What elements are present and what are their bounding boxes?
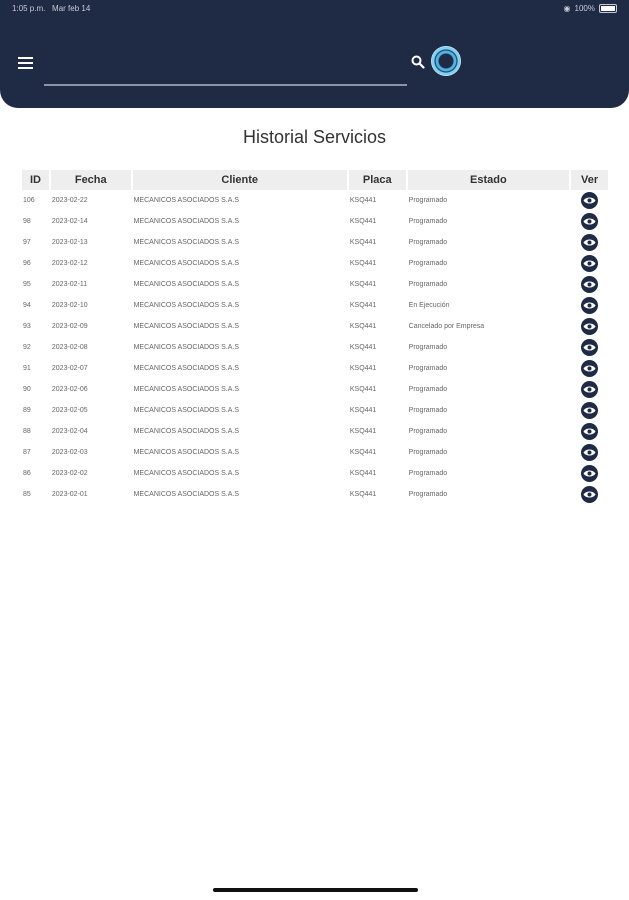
cell-fecha: 2023-02-13	[51, 239, 88, 246]
table-row	[22, 337, 608, 358]
cell-ver	[571, 400, 608, 421]
cell-fecha: 2023-02-09	[51, 323, 88, 330]
eye-icon	[583, 259, 596, 268]
cell-fecha: 2023-02-10	[51, 302, 88, 309]
table-row	[22, 253, 608, 274]
eye-icon	[583, 469, 596, 478]
eye-icon	[583, 385, 596, 394]
search-underline	[44, 84, 407, 86]
menu-icon[interactable]	[18, 57, 33, 69]
eye-icon	[583, 448, 596, 457]
view-button[interactable]	[581, 192, 598, 209]
cell-placa: KSQ441	[349, 344, 377, 351]
cell-placa: KSQ441	[349, 218, 377, 225]
cell-cliente: MECANICOS ASOCIADOS S.A.S	[133, 281, 240, 288]
cell-ver	[571, 253, 608, 274]
cell-cliente: MECANICOS ASOCIADOS S.A.S	[133, 428, 240, 435]
status-time	[12, 4, 90, 13]
view-button[interactable]	[581, 297, 598, 314]
cell-id: 86	[23, 470, 31, 477]
cell-estado: Programado	[408, 449, 448, 456]
cell-ver	[571, 274, 608, 295]
view-button[interactable]	[581, 381, 598, 398]
cell-id: 93	[23, 323, 31, 330]
cell-placa: KSQ441	[349, 386, 377, 393]
cell-ver	[571, 232, 608, 253]
cell-id: 90	[23, 386, 31, 393]
battery-percent: 100%	[574, 4, 595, 13]
cell-estado: Programado	[408, 197, 448, 204]
header-fecha: Fecha	[51, 170, 131, 190]
table-row	[22, 400, 608, 421]
table-row	[22, 463, 608, 484]
status-date-text: Mar feb 14	[52, 4, 91, 13]
status-time-text: 1:05 p.m.	[12, 4, 46, 13]
search-icon[interactable]	[411, 55, 425, 69]
cell-ver	[571, 211, 608, 232]
eye-icon	[583, 406, 596, 415]
cell-id: 85	[23, 491, 31, 498]
cell-fecha: 2023-02-01	[51, 491, 88, 498]
status-right	[564, 4, 617, 13]
app-header	[0, 0, 629, 108]
eye-icon	[583, 343, 596, 352]
cell-estado: Programado	[408, 491, 448, 498]
view-button[interactable]	[581, 423, 598, 440]
cell-fecha: 2023-02-11	[51, 281, 88, 288]
view-button[interactable]	[581, 444, 598, 461]
cell-cliente: MECANICOS ASOCIADOS S.A.S	[133, 197, 240, 204]
cell-estado: Programado	[408, 281, 448, 288]
cell-placa: KSQ441	[349, 491, 377, 498]
cell-id: 98	[23, 218, 31, 225]
home-indicator	[213, 888, 418, 892]
table-body	[22, 190, 608, 505]
cell-id: 92	[23, 344, 31, 351]
cell-cliente: MECANICOS ASOCIADOS S.A.S	[133, 491, 240, 498]
cell-id: 89	[23, 407, 31, 414]
header-ver: Ver	[571, 170, 608, 190]
cell-id: 91	[23, 365, 31, 372]
cell-id: 94	[23, 302, 31, 309]
table-row	[22, 316, 608, 337]
cell-cliente: MECANICOS ASOCIADOS S.A.S	[133, 449, 240, 456]
view-button[interactable]	[581, 486, 598, 503]
view-button[interactable]	[581, 255, 598, 272]
cell-id: 87	[23, 449, 31, 456]
cell-fecha: 2023-02-06	[51, 386, 88, 393]
cell-placa: KSQ441	[349, 281, 377, 288]
cell-ver	[571, 358, 608, 379]
cell-cliente: MECANICOS ASOCIADOS S.A.S	[133, 218, 240, 225]
cell-estado: Programado	[408, 365, 448, 372]
view-button[interactable]	[581, 276, 598, 293]
cell-cliente: MECANICOS ASOCIADOS S.A.S	[133, 470, 240, 477]
cell-fecha: 2023-02-03	[51, 449, 88, 456]
cell-fecha: 2023-02-07	[51, 365, 88, 372]
table-row	[22, 442, 608, 463]
cell-estado: Programado	[408, 428, 448, 435]
cell-fecha: 2023-02-22	[51, 197, 88, 204]
cell-cliente: MECANICOS ASOCIADOS S.A.S	[133, 260, 240, 267]
eye-icon	[583, 301, 596, 310]
view-button[interactable]	[581, 318, 598, 335]
cell-fecha: 2023-02-05	[51, 407, 88, 414]
cell-ver	[571, 316, 608, 337]
cell-cliente: MECANICOS ASOCIADOS S.A.S	[133, 365, 240, 372]
cell-estado: Cancelado por Empresa	[408, 323, 485, 330]
cell-ver	[571, 421, 608, 442]
header-estado: Estado	[408, 170, 569, 190]
eye-icon	[583, 280, 596, 289]
eye-icon	[583, 217, 596, 226]
cell-id: 95	[23, 281, 31, 288]
view-button[interactable]	[581, 402, 598, 419]
cell-placa: KSQ441	[349, 428, 377, 435]
table-row	[22, 379, 608, 400]
table-row	[22, 211, 608, 232]
cell-id: 96	[23, 260, 31, 267]
cell-ver	[571, 295, 608, 316]
cell-placa: KSQ441	[349, 260, 377, 267]
cell-ver	[571, 337, 608, 358]
page-title: Historial Servicios	[242, 127, 387, 147]
eye-icon	[583, 364, 596, 373]
table-row	[22, 421, 608, 442]
status-bar	[0, 0, 629, 18]
eye-icon	[583, 238, 596, 247]
cell-fecha: 2023-02-12	[51, 260, 88, 267]
cell-estado: Programado	[408, 386, 448, 393]
header-cliente: Cliente	[133, 170, 347, 190]
cell-placa: KSQ441	[349, 365, 377, 372]
cell-estado: En Ejecución	[408, 302, 450, 309]
cell-id: 88	[23, 428, 31, 435]
cell-cliente: MECANICOS ASOCIADOS S.A.S	[133, 239, 240, 246]
cell-estado: Programado	[408, 239, 448, 246]
view-button[interactable]	[581, 339, 598, 356]
cell-ver	[571, 379, 608, 400]
table-row	[22, 295, 608, 316]
view-button[interactable]	[581, 360, 598, 377]
cell-id: 106	[23, 197, 35, 204]
cell-placa: KSQ441	[349, 449, 377, 456]
table-row	[22, 484, 608, 505]
eye-icon	[583, 427, 596, 436]
cell-cliente: MECANICOS ASOCIADOS S.A.S	[133, 302, 240, 309]
cell-ver	[571, 442, 608, 463]
cell-ver	[571, 484, 608, 505]
cell-estado: Programado	[408, 470, 448, 477]
cell-fecha: 2023-02-14	[51, 218, 88, 225]
cell-ver	[571, 463, 608, 484]
avatar[interactable]	[431, 46, 461, 76]
cell-placa: KSQ441	[349, 407, 377, 414]
search-input[interactable]	[44, 62, 408, 84]
cell-estado: Programado	[408, 407, 448, 414]
cell-id: 97	[23, 239, 31, 246]
cell-estado: Programado	[408, 218, 448, 225]
cell-placa: KSQ441	[349, 197, 377, 204]
cell-placa: KSQ441	[349, 239, 377, 246]
cell-fecha: 2023-02-08	[51, 344, 88, 351]
cell-estado: Programado	[408, 260, 448, 267]
cell-fecha: 2023-02-02	[51, 470, 88, 477]
view-button[interactable]	[581, 234, 598, 251]
cell-placa: KSQ441	[349, 302, 377, 309]
cell-ver	[571, 190, 608, 211]
table-header-row	[22, 170, 608, 190]
table-row	[22, 232, 608, 253]
eye-icon	[583, 196, 596, 205]
eye-icon	[583, 490, 596, 499]
eye-icon	[583, 322, 596, 331]
battery-icon	[599, 4, 617, 13]
cell-placa: KSQ441	[349, 323, 377, 330]
table-row	[22, 274, 608, 295]
cell-cliente: MECANICOS ASOCIADOS S.A.S	[133, 407, 240, 414]
header-id: ID	[22, 170, 49, 190]
cell-fecha: 2023-02-04	[51, 428, 88, 435]
view-button[interactable]	[581, 213, 598, 230]
view-button[interactable]	[581, 465, 598, 482]
services-table	[20, 170, 610, 505]
wifi-icon: ◉	[563, 4, 571, 13]
cell-cliente: MECANICOS ASOCIADOS S.A.S	[133, 344, 240, 351]
header-placa: Placa	[349, 170, 406, 190]
cell-estado: Programado	[408, 344, 448, 351]
cell-cliente: MECANICOS ASOCIADOS S.A.S	[133, 386, 240, 393]
cell-placa: KSQ441	[349, 470, 377, 477]
table-row	[22, 190, 608, 211]
table-row	[22, 358, 608, 379]
cell-cliente: MECANICOS ASOCIADOS S.A.S	[133, 323, 240, 330]
